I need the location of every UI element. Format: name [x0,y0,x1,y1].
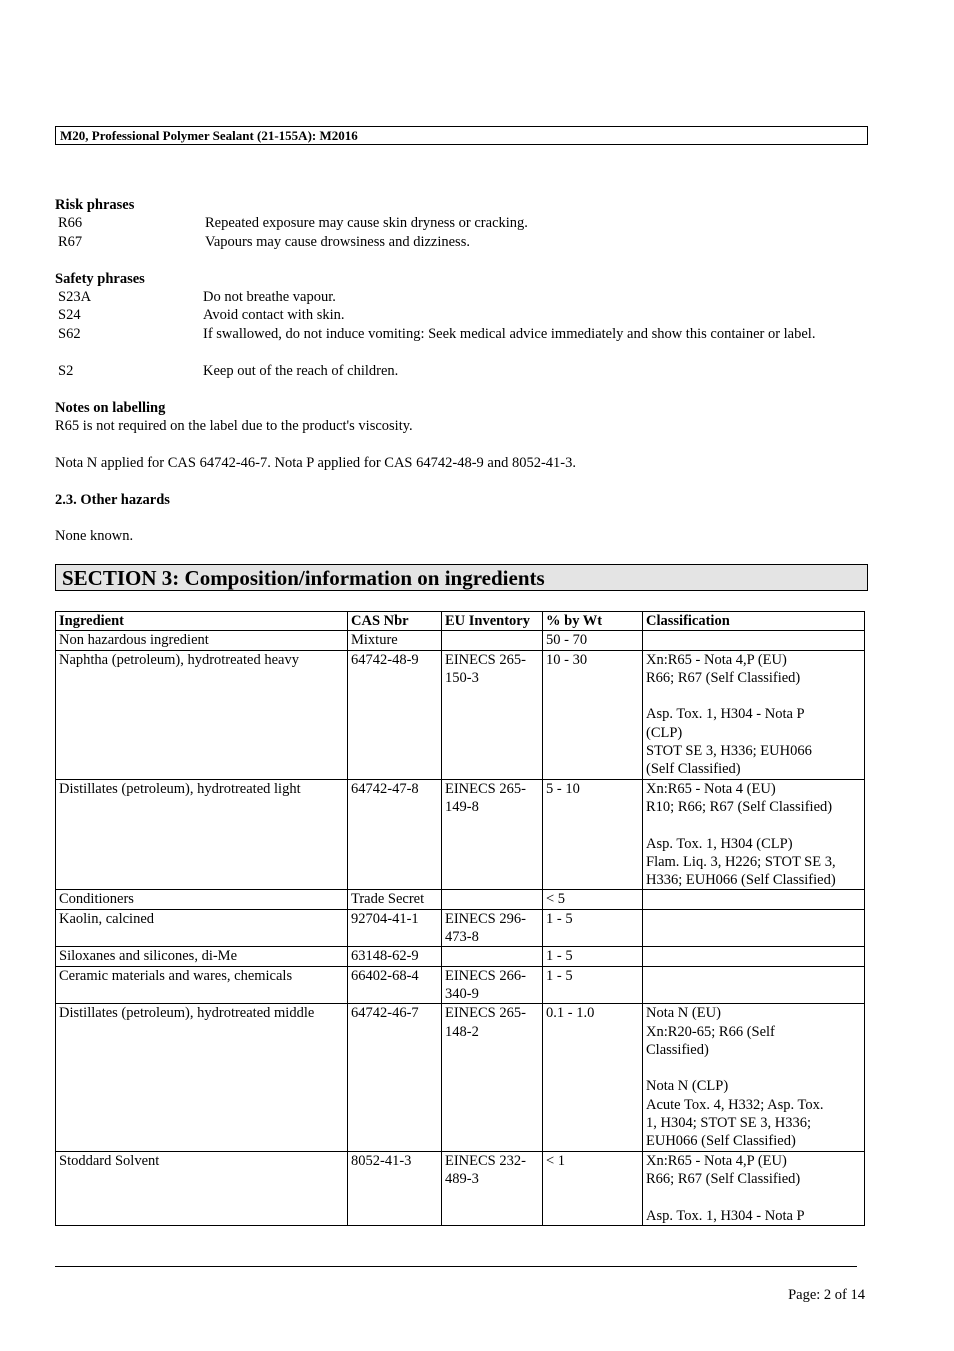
cell-cas: 64742-48-9 [348,650,442,779]
table-row [56,890,865,909]
cell-classification [643,631,865,650]
cell-ingredient: Kaolin, calcined [56,909,348,947]
cell-eu [442,631,543,650]
table-row [56,909,865,947]
cell-cas: 66402-68-4 [348,966,442,1004]
safety-code: S2 [58,363,74,379]
safety-text: If swallowed, do not induce vomiting: Seek medical advice immediately and show this container or label. [203,326,816,342]
cell-cas: 63148-62-9 [348,947,442,966]
cell-classification: Xn:R65 - Nota 4,P (EU) R66; R67 (Self Classified) Asp. Tox. 1, H304 - Nota P [643,1151,865,1225]
footer-divider [55,1266,857,1267]
risk-code: R67 [58,234,83,250]
section-3-title: SECTION 3: Composition/information on ingredients [55,564,868,591]
cell-eu [442,947,543,966]
cell-wt: 10 - 30 [543,650,643,779]
cell-wt: 1 - 5 [543,947,643,966]
safety-text: Keep out of the reach of children. [203,363,399,379]
cell-cas: 64742-46-7 [348,1004,442,1151]
safety-text: Avoid contact with skin. [203,307,345,323]
column-header-eu-inventory: EU Inventory [442,612,543,631]
cell-ingredient: Stoddard Solvent [56,1151,348,1225]
cell-wt: 5 - 10 [543,779,643,890]
safety-code: S23A [58,289,92,305]
page-number: Page: 2 of 14 [788,1287,865,1303]
labelling-heading: Notes on labelling [55,400,166,416]
cell-cas: 8052-41-3 [348,1151,442,1225]
cell-classification [643,966,865,1004]
cell-cas: 92704-41-1 [348,909,442,947]
cell-wt: 0.1 - 1.0 [543,1004,643,1151]
cell-ingredient: Siloxanes and silicones, di-Me [56,947,348,966]
cell-wt: < 1 [543,1151,643,1225]
labelling-note-1: R65 is not required on the label due to the product's viscosity. [55,418,413,434]
cell-classification [643,890,865,909]
column-header-cas: CAS Nbr [348,612,442,631]
table-row [56,947,865,966]
table-row [56,650,865,779]
column-header-classification: Classification [643,612,865,631]
cell-wt: 1 - 5 [543,909,643,947]
cell-ingredient: Distillates (petroleum), hydrotreated middle [56,1004,348,1151]
table-row [56,966,865,1004]
cell-ingredient: Distillates (petroleum), hydrotreated light [56,779,348,890]
risk-text: Vapours may cause drowsiness and dizziness. [205,234,470,250]
safety-code: S24 [58,307,81,323]
cell-ingredient: Ceramic materials and wares, chemicals [56,966,348,1004]
labelling-note-2: Nota N applied for CAS 64742-46-7. Nota P applied for CAS 64742-48-9 and 8052-41-3. [55,455,576,471]
cell-eu: EINECS 266- 340-9 [442,966,543,1004]
cell-wt: < 5 [543,890,643,909]
cell-ingredient: Non hazardous ingredient [56,631,348,650]
cell-ingredient: Conditioners [56,890,348,909]
table-row [56,631,865,650]
column-header-ingredient: Ingredient [56,612,348,631]
cell-classification: Nota N (EU) Xn:R20-65; R66 (Self Classified) Nota N (CLP) Acute Tox. 4, H332; Asp. Tox. 1, H304; STOT SE 3, H336; EUH066 (Self Classified) [643,1004,865,1151]
column-header-wt: % by Wt [543,612,643,631]
table-header-row [56,612,865,631]
cell-ingredient: Naphtha (petroleum), hydrotreated heavy [56,650,348,779]
risk-text: Repeated exposure may cause skin dryness or cracking. [205,215,528,231]
cell-eu: EINECS 296- 473-8 [442,909,543,947]
cell-cas: 64742-47-8 [348,779,442,890]
other-hazards-text: None known. [55,528,134,544]
safety-phrases-heading: Safety phrases [55,271,145,287]
cell-eu: EINECS 265- 150-3 [442,650,543,779]
cell-cas: Trade Secret [348,890,442,909]
risk-phrases-heading: Risk phrases [55,197,135,213]
table-row [56,1004,865,1151]
risk-code: R66 [58,215,83,231]
cell-classification [643,909,865,947]
table-row [56,779,865,890]
safety-code: S62 [58,326,81,342]
document-header-title: M20, Professional Polymer Sealant (21-155A): M2016 [55,126,868,145]
cell-classification: Xn:R65 - Nota 4 (EU) R10; R66; R67 (Self Classified) Asp. Tox. 1, H304 (CLP) Flam. Liq. 3, H226; STOT SE 3, H336; EUH066 (Self Classified) [643,779,865,890]
safety-text: Do not breathe vapour. [203,289,336,305]
cell-wt: 50 - 70 [543,631,643,650]
cell-classification: Xn:R65 - Nota 4,P (EU) R66; R67 (Self Classified) Asp. Tox. 1, H304 - Nota P (CLP) STOT SE 3, H336; EUH066 (Self Classified) [643,650,865,779]
cell-eu: EINECS 265- 149-8 [442,779,543,890]
cell-eu [442,890,543,909]
table-row [56,1151,865,1225]
other-hazards-heading: 2.3. Other hazards [55,492,170,508]
cell-classification [643,947,865,966]
cell-cas: Mixture [348,631,442,650]
cell-eu: EINECS 265- 148-2 [442,1004,543,1151]
ingredients-table [55,611,865,1226]
cell-eu: EINECS 232- 489-3 [442,1151,543,1225]
cell-wt: 1 - 5 [543,966,643,1004]
